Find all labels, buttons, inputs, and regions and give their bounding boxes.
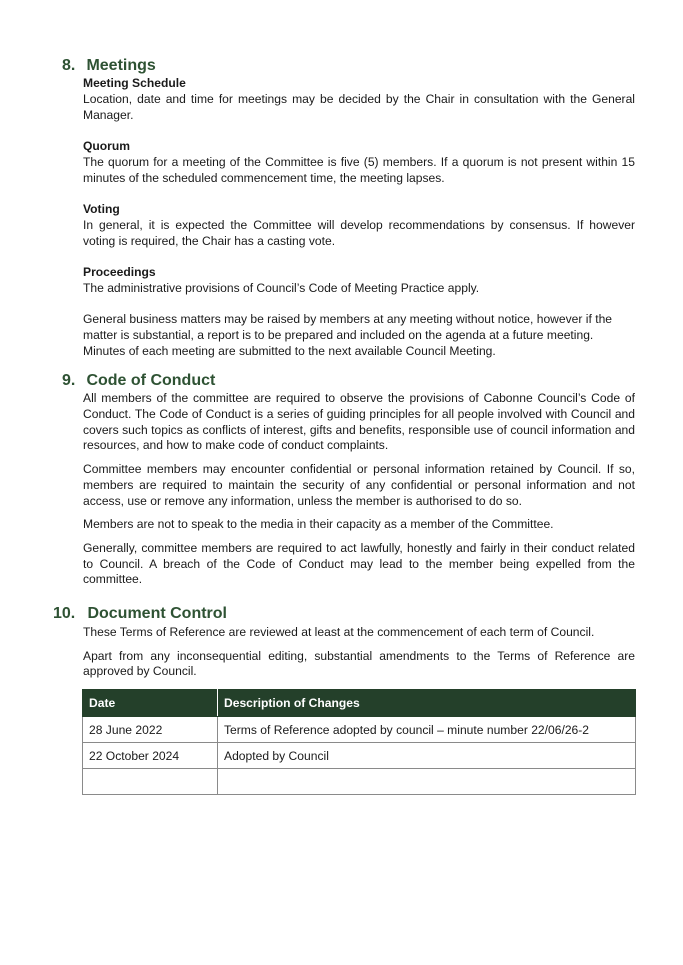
paragraph: General business matters may be raised by members at any meeting without notice, however if the matter is substantial, a report is to be prepared and included on the agenda at a future meeting. Minutes of each meeting are submitted to the next available Council Meeting. xyxy=(83,312,613,358)
section-title: Meetings xyxy=(86,57,156,74)
section-heading-document-control xyxy=(53,604,227,624)
column-header-description: Description of Changes xyxy=(218,690,636,717)
table-cell-description xyxy=(218,769,636,795)
section-heading-code-of-conduct xyxy=(62,371,215,391)
paragraph: Generally, committee members are required to act lawfully, honestly and fairly in their conduct related to Council. A breach of the Code of Conduct may lead to the member being expelled from the committee. xyxy=(83,540,635,587)
subheading-meeting-schedule: Meeting Schedule xyxy=(83,76,186,90)
section-number: 8. xyxy=(62,57,76,74)
table-cell-date xyxy=(83,769,218,795)
paragraph: Committee members may encounter confidential or personal information retained by Council. If so, members are required to maintain the security of any confidential or personal information and not access, use or remove any information, unless the member is authorised to do so. xyxy=(83,461,635,508)
table-row xyxy=(83,717,636,743)
section-heading-meetings xyxy=(62,56,156,76)
meetings-body xyxy=(83,76,635,360)
table-cell-description: Adopted by Council xyxy=(218,743,636,769)
paragraph: All members of the committee are required to observe the provisions of Cabonne Council’s Code of Conduct. The Code of Conduct is a series of guiding principles for all people involved with Council and covers such topics as conflicts of interest, gifts and benefits, responsible use of council information and resources, and how to make code of conduct complaints. xyxy=(83,391,635,453)
paragraph: These Terms of Reference are reviewed at least at the commencement of each term of Council. xyxy=(83,625,595,639)
paragraph: The quorum for a meeting of the Committee is five (5) members. If a quorum is not present within 15 minutes of the scheduled commencement time, the meeting lapses. xyxy=(83,154,635,185)
subheading-proceedings: Proceedings xyxy=(83,264,156,279)
paragraph: Members are not to speak to the media in their capacity as a member of the Committee. xyxy=(83,517,554,532)
document-changes-table xyxy=(82,689,636,795)
table-row xyxy=(83,743,636,769)
table-cell-description: Terms of Reference adopted by council – minute number 22/06/26-2 xyxy=(218,717,636,743)
subheading-voting: Voting xyxy=(83,201,120,216)
section-title: Code of Conduct xyxy=(86,372,216,389)
column-header-date: Date xyxy=(83,690,218,717)
paragraph: Apart from any inconsequential editing, substantial amendments to the Terms of Reference are approved by Council. xyxy=(83,648,635,679)
paragraph: In general, it is expected the Committee will develop recommendations by consensus. If however voting is required, the Chair has a casting vote. xyxy=(83,217,635,248)
section-number: 9. xyxy=(62,372,76,389)
paragraph: Location, date and time for meetings may be decided by the Chair in consultation with the General Manager. xyxy=(83,91,635,122)
table-header-row xyxy=(83,690,636,717)
table-row xyxy=(83,769,636,795)
section-number: 10. xyxy=(53,605,76,622)
document-control-body xyxy=(83,625,635,680)
paragraph: The administrative provisions of Council’s Code of Meeting Practice apply. xyxy=(83,280,480,295)
table-cell-date: 22 October 2024 xyxy=(83,743,218,769)
subheading-quorum: Quorum xyxy=(83,138,131,153)
section-title: Document Control xyxy=(87,605,227,622)
code-of-conduct-body xyxy=(83,391,635,588)
table-cell-date: 28 June 2022 xyxy=(83,717,218,743)
